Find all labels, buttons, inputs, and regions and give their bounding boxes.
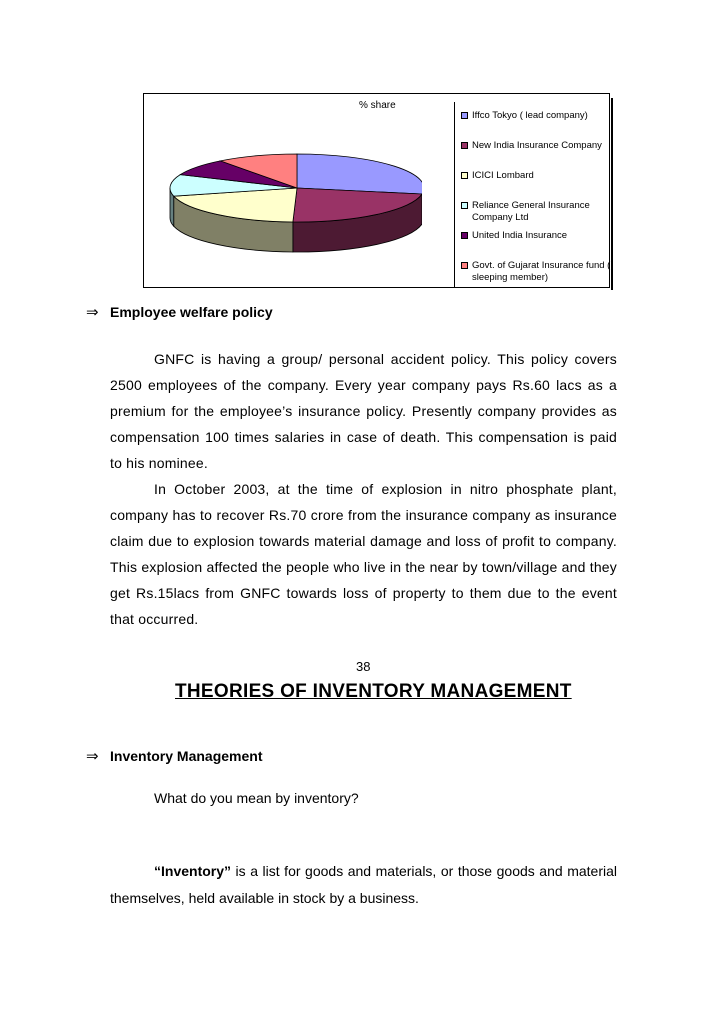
welfare-paragraph-2-text: In October 2003, at the time of explosion in nitro phosphate plant, company has to recover Rs.70 crore from the insurance company as insurance claim due to explosion towards material damage and loss of profit to company. This explosion affected the people who live in the near by town/village and they get Rs.15lacs from GNFC towards loss of property to them due to the event that occurred.	[110, 481, 617, 627]
definition-text: is a list for goods and materials, or those goods and material themselves, held available in stock by a business.	[110, 863, 617, 906]
section-title: THEORIES OF INVENTORY MANAGEMENT	[175, 681, 572, 702]
inventory-definition	[110, 858, 617, 912]
welfare-paragraph-1-text: GNFC is having a group/ personal accident policy. This policy covers 2500 employees of the company. Every year company pays Rs.60 lacs as a premium for the employee’s insurance policy. Presently company provides as compensation 100 times salaries in case of death. This compensation is paid to his nominee.	[110, 351, 617, 471]
legend-item	[461, 140, 611, 152]
chart-title: % share	[359, 100, 396, 111]
legend-label: Govt. of Gujarat Insurance fund ( sleeping member)	[472, 260, 611, 283]
legend-label: Iffco Tokyo ( lead company)	[472, 110, 588, 121]
legend-label: United India Insurance	[472, 230, 568, 241]
pie-chart	[143, 93, 610, 288]
inventory-heading: Inventory Management	[110, 748, 263, 764]
definition-term: “Inventory”	[154, 863, 232, 879]
chart-legend	[454, 102, 614, 288]
legend-item	[461, 170, 611, 182]
legend-swatch	[461, 172, 468, 179]
bullet-arrow-icon: ⇒	[86, 304, 99, 321]
welfare-heading: Employee welfare policy	[110, 304, 273, 320]
legend-swatch	[461, 112, 468, 119]
legend-label: Reliance General Insurance Company Ltd	[472, 200, 590, 223]
page-number: 38	[356, 659, 371, 674]
legend-label: New India Insurance Company	[472, 140, 602, 151]
legend-label: ICICI Lombard	[472, 170, 534, 181]
legend-item	[461, 110, 611, 122]
legend-item	[461, 260, 611, 284]
welfare-paragraph-1	[110, 346, 617, 476]
legend-swatch	[461, 262, 468, 269]
legend-item	[461, 200, 611, 224]
bullet-arrow-icon: ⇒	[86, 748, 99, 765]
pie-chart-plot	[162, 144, 422, 264]
pie-slice	[297, 154, 422, 194]
inventory-question: What do you mean by inventory?	[154, 790, 359, 806]
legend-swatch	[461, 202, 468, 209]
welfare-paragraph-2	[110, 476, 617, 632]
legend-swatch	[461, 232, 468, 239]
legend-item	[461, 230, 611, 242]
legend-swatch	[461, 142, 468, 149]
